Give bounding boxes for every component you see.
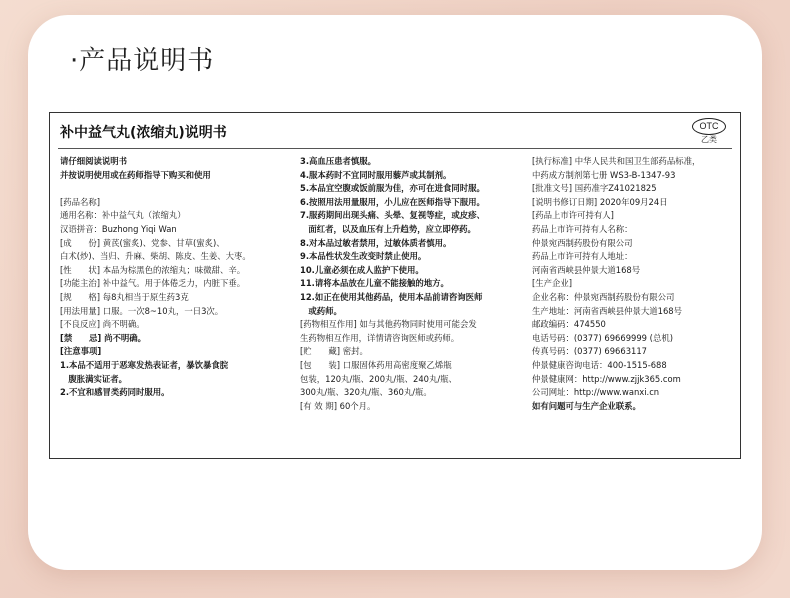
leaflet-line: [药品上市许可持有人] xyxy=(532,210,614,221)
leaflet-line: 并按说明使用或在药师指导下购买和使用 xyxy=(60,169,211,180)
leaflet-line: 2.不宜和感冒类药同时服用。 xyxy=(60,387,170,398)
leaflet-line: [功能主治] 补中益气。用于体倦乏力，内脏下垂。 xyxy=(60,278,246,289)
leaflet-line: 6.按照用法用量服用，小儿应在医师指导下服用。 xyxy=(300,196,485,207)
leaflet-line: [包 装] 口服固体药用高密度聚乙烯瓶 xyxy=(300,359,452,370)
leaflet-line: 5.本品宜空腹或饭前服为佳，亦可在进食同时服。 xyxy=(300,183,485,194)
leaflet-line: 11.请将本品放在儿童不能接触的地方。 xyxy=(300,278,449,289)
leaflet-line: [贮 藏] 密封。 xyxy=(300,346,368,357)
leaflet-line: 请仔细阅读说明书 xyxy=(60,156,127,166)
leaflet-line: 汉语拼音：Buzhong Yiqi Wan xyxy=(60,223,177,234)
leaflet-line: 仲景健康网：http://www.zjjk365.com xyxy=(532,373,681,384)
leaflet-line: 包装，120丸/瓶、200丸/瓶、240丸/瓶、 xyxy=(300,373,457,384)
leaflet-line: 电话号码：(0377) 69669999 (总机) xyxy=(532,332,673,343)
leaflet-line: [规 格] 每8丸相当于原生药3克 xyxy=(60,291,189,302)
leaflet-line: 7.服药期间出现头痛、头晕、复视等症，或皮疹、 xyxy=(300,210,485,221)
leaflet-line: [执行标准] 中华人民共和国卫生部药品标准， xyxy=(532,156,701,166)
leaflet-line: 8.对本品过敏者禁用，过敏体质者慎用。 xyxy=(300,237,452,248)
leaflet-line: 生产地址：河南省西峡县仲景大道168号 xyxy=(532,305,682,316)
leaflet-line: 河南省西峡县仲景大道168号 xyxy=(532,264,641,275)
leaflet-line: [说明书修订日期] 2020年09月24日 xyxy=(532,196,668,207)
leaflet-line: 中药成方制剂第七册 WS3-B-1347-93 xyxy=(532,169,676,180)
title-divider xyxy=(58,148,732,149)
leaflet-line: 4.服本药时不宜同时服用藜芦或其制剂。 xyxy=(300,169,452,180)
otc-class-label: 乙类 xyxy=(701,135,717,144)
leaflet-line: [性 状] 本品为棕黑色的浓缩丸；味微甜、辛。 xyxy=(60,264,246,275)
leaflet-line: 300丸/瓶、320丸/瓶、360丸/瓶。 xyxy=(300,387,432,398)
leaflet-line: 10.儿童必须在成人监护下使用。 xyxy=(300,264,424,275)
leaflet-line: 3.高血压患者慎服。 xyxy=(300,156,377,166)
leaflet-line: 邮政编码：474550 xyxy=(532,319,606,330)
leaflet-line: 生药物相互作用，详情请咨询医师或药师。 xyxy=(300,332,460,343)
leaflet-line: 通用名称：补中益气丸（浓缩丸） xyxy=(60,210,186,221)
leaflet-column-1 xyxy=(60,155,290,400)
leaflet-column-3 xyxy=(532,155,732,413)
leaflet-line: 企业名称：仲景宛西制药股份有限公司 xyxy=(532,291,675,302)
leaflet-line: 公司网址：http://www.wanxi.cn xyxy=(532,387,660,398)
leaflet-line: 12.如正在使用其他药品，使用本品前请咨询医师 xyxy=(300,291,483,302)
leaflet-line: 药品上市许可持有人名称： xyxy=(532,223,633,234)
instruction-leaflet xyxy=(49,112,741,459)
leaflet-line: 或药师。 xyxy=(300,305,342,316)
leaflet-line: [有 效 期] 60个月。 xyxy=(300,400,376,411)
leaflet-line: 9.本品性状发生改变时禁止使用。 xyxy=(300,251,427,262)
otc-badge: OTC xyxy=(692,118,726,135)
leaflet-line: 药品上市许可持有人地址： xyxy=(532,251,633,262)
leaflet-line: [药品名称] xyxy=(60,196,101,207)
leaflet-line: [用法用量] 口服。一次8~10丸，一日3次。 xyxy=(60,305,224,316)
leaflet-line: 1.本品不适用于恶寒发热表证者，暴饮暴食脘 xyxy=(60,359,229,370)
leaflet-line: 仲景宛西制药股份有限公司 xyxy=(532,237,633,248)
page-heading: ·产品说明书 xyxy=(70,46,215,76)
leaflet-line: 腹胀满实证者。 xyxy=(60,373,127,384)
leaflet-line: 白术(炒)、当归、升麻、柴胡、陈皮、生姜、大枣。 xyxy=(60,251,251,262)
leaflet-title: 补中益气丸(浓缩丸)说明书 xyxy=(60,125,227,141)
leaflet-line: 仲景健康咨询电话：400-1515-688 xyxy=(532,359,667,370)
leaflet-line: [成 份] 黄芪(蜜炙)、党参、甘草(蜜炙)、 xyxy=(60,237,225,248)
leaflet-line: 面红者，以及血压有上升趋势，应立即停药。 xyxy=(300,223,476,234)
leaflet-line: [批准文号] 国药准字Z41021825 xyxy=(532,183,657,194)
leaflet-line: [注意事项] xyxy=(60,346,102,357)
leaflet-line: 如有问题可与生产企业联系。 xyxy=(532,400,641,411)
leaflet-line: 传真号码：(0377) 69663117 xyxy=(532,346,648,357)
leaflet-line xyxy=(60,182,290,196)
leaflet-line: [药物相互作用] 如与其他药物同时使用可能会发 xyxy=(300,319,477,330)
leaflet-line: [不良反应] 尚不明确。 xyxy=(60,319,145,330)
leaflet-line: [禁 忌] 尚不明确。 xyxy=(60,332,146,343)
leaflet-line: [生产企业] xyxy=(532,278,573,289)
leaflet-column-2 xyxy=(300,155,520,413)
